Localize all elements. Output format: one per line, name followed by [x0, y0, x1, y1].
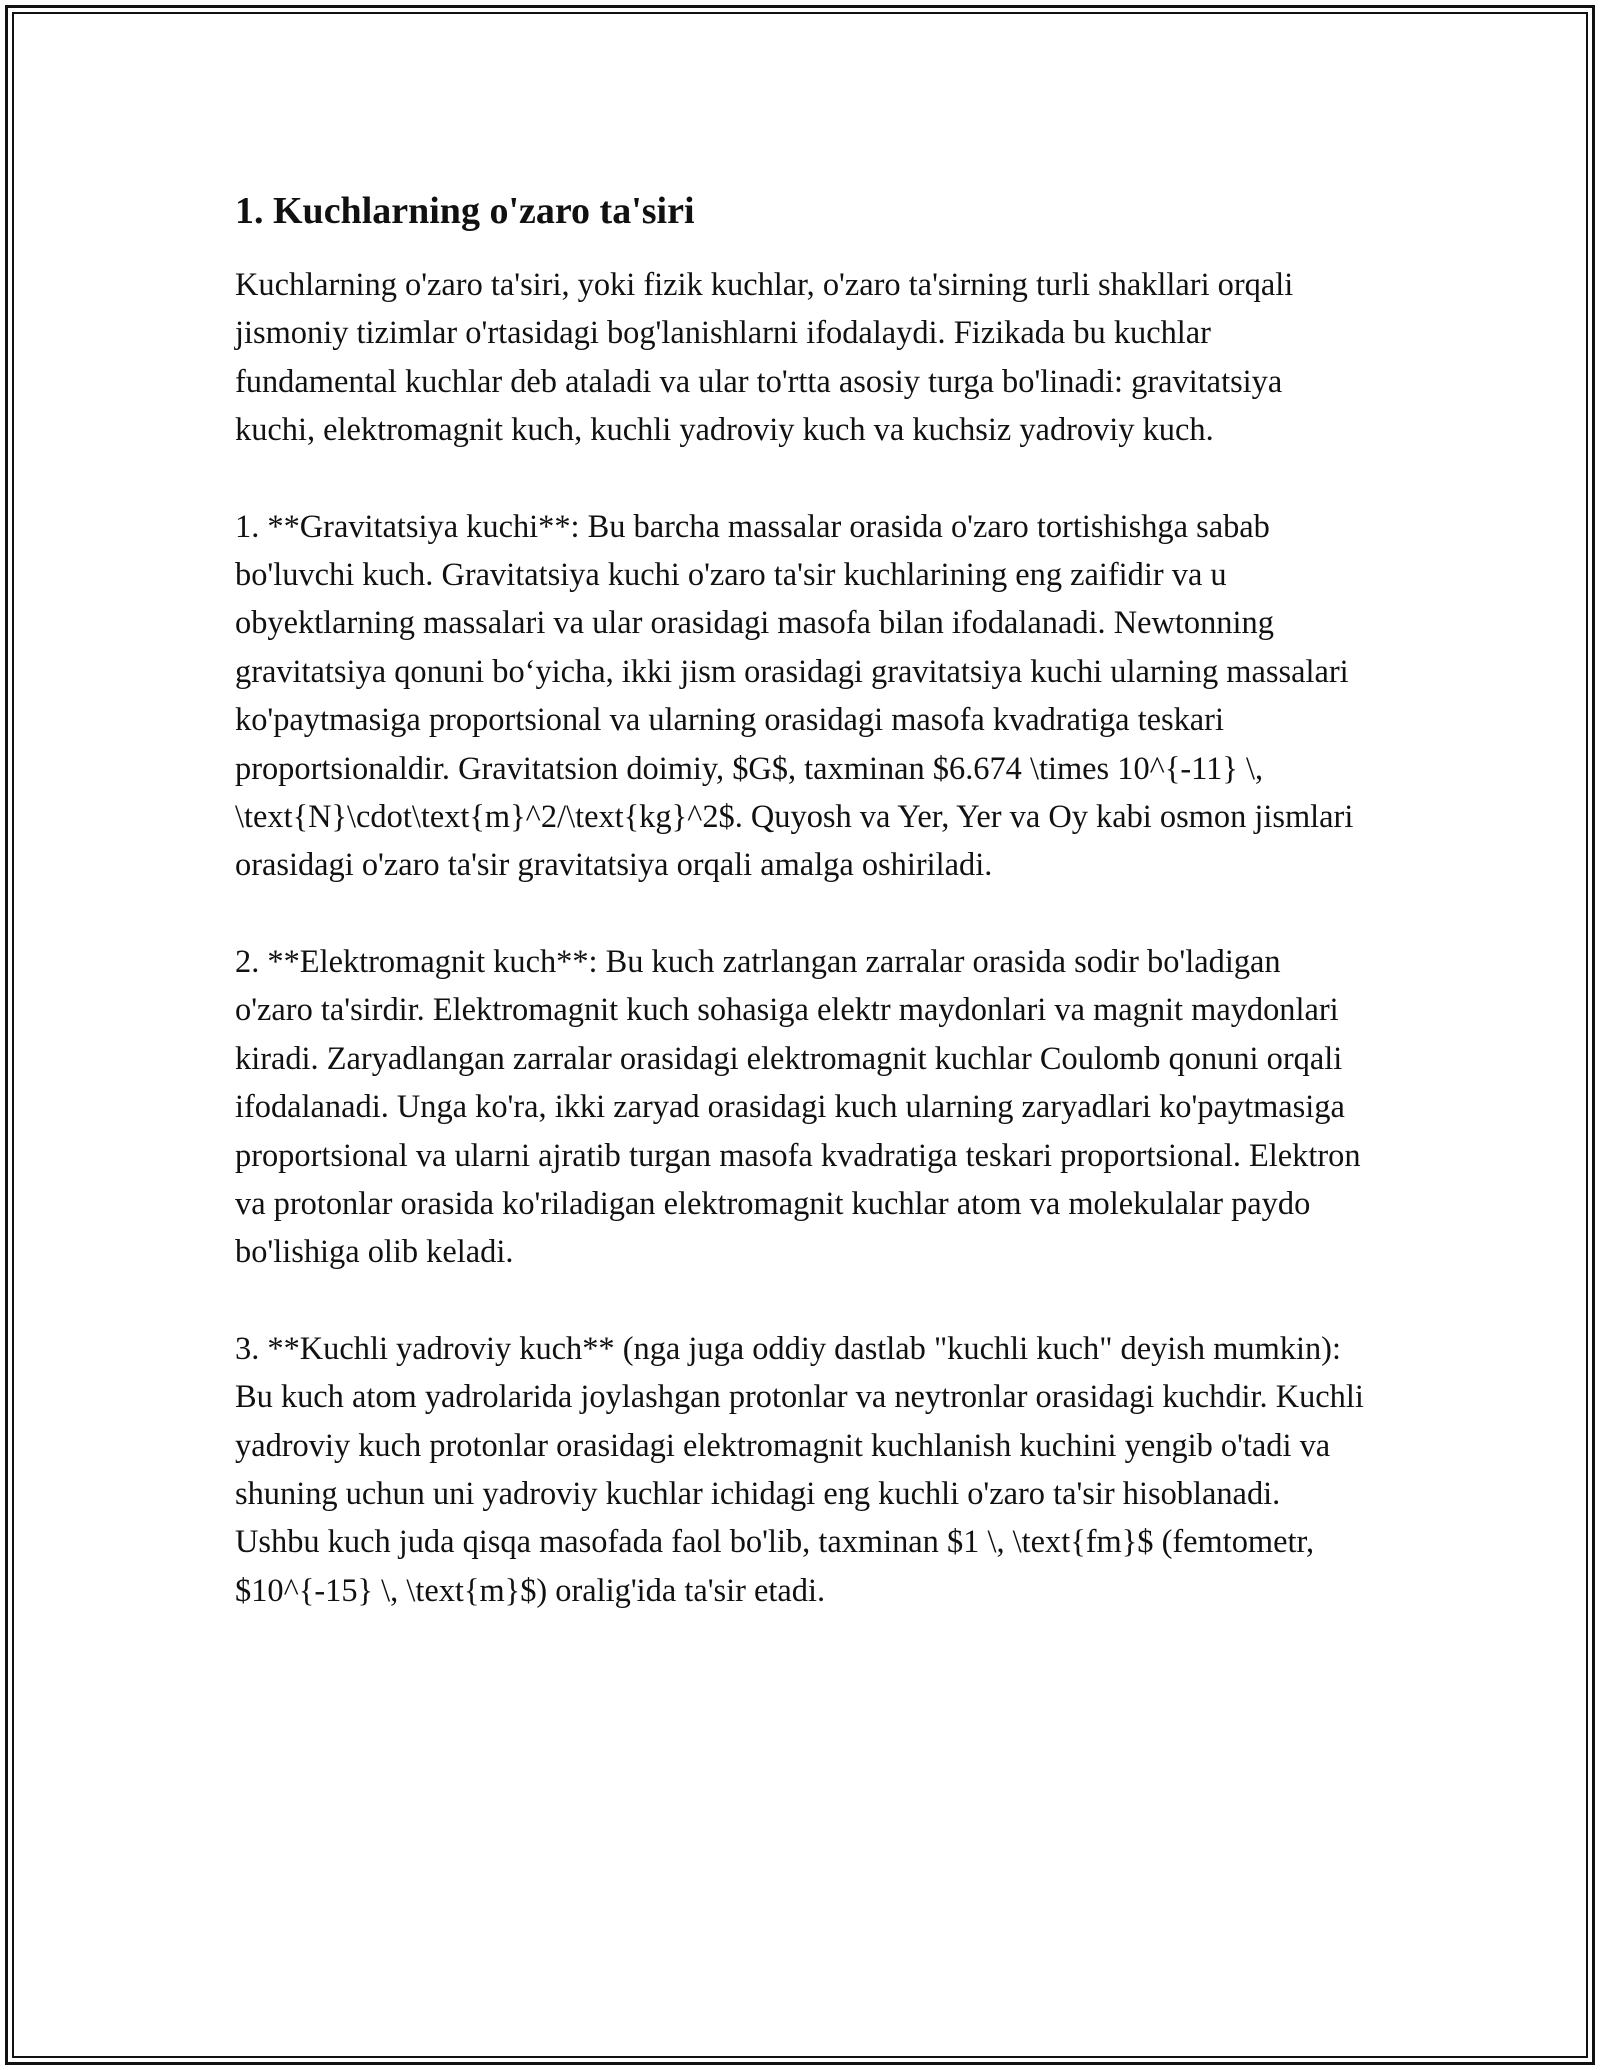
- section-heading: 1. Kuchlarning o'zaro ta'siri: [235, 190, 695, 232]
- gravity-paragraph: 1. **Gravitatsiya kuchi**: Bu barcha massalar orasida o'zaro tortishishga sabab bo'luvchi kuch. Gravitatsiya kuchi o'zaro ta'sir kuchlarining eng zaifidir va u obyektlarning massalari va ular orasidagi masofa bilan ifodalanadi. Newtonning gravitatsiya qonuni bo‘yicha, ikki jism orasidagi gravitatsiya kuchi ularning massalari ko'paytmasiga proportsional va ularning orasidagi masofa kvadratiga teskari proportsionaldir. Gravitatsion doimiy, $G$, taxminan $6.674 \times 10^{-11} \, \text{N}\cdot\text{m}^2/\text{kg}^2$. Quyosh va Yer, Yer va Oy kabi osmon jismlari orasidagi o'zaro ta'sir gravitatsiya orqali amalga oshiriladi.: [235, 508, 1354, 884]
- document-body: [235, 186, 1365, 1615]
- strong-nuclear-paragraph: 3. **Kuchli yadroviy kuch** (nga juga oddiy dastlab "kuchli kuch" deyish mumkin): Bu kuch atom yadrolarida joylashgan protonlar va neytronlar orasidagi kuchdir. Kuchli yadroviy kuch protonlar orasidagi elektromagnit kuchlanish kuchini yengib o'tadi va shuning uchun uni yadroviy kuchlar ichidagi eng kuchli o'zaro ta'sir hisoblanadi. Ushbu kuch juda qisqa masofada faol bo'lib, taxminan $1 \, \text{fm}$ (femtometr, $10^{-15} \, \text{m}$) oralig'ida ta'sir etadi.: [235, 1330, 1364, 1609]
- electromagnetic-paragraph: 2. **Elektromagnit kuch**: Bu kuch zatrlangan zarralar orasida sodir bo'ladigan o'zaro ta'sirdir. Elektromagnit kuch sohasiga elektr maydonlari va magnit maydonlari kiradi. Zaryadlangan zarralar orasidagi elektromagnit kuchlar Coulomb qonuni orqali ifodalanadi. Unga ko'ra, ikki zaryad orasidagi kuch ularning zaryadlari ko'paytmasiga proportsional va ularni ajratib turgan masofa kvadratiga teskari proportsional. Elektron va protonlar orasida ko'riladigan elektromagnit kuchlar atom va molekulalar paydo bo'lishiga olib keladi.: [235, 943, 1361, 1271]
- intro-paragraph: Kuchlarning o'zaro ta'siri, yoki fizik kuchlar, o'zaro ta'sirning turli shakllari orqali jismoniy tizimlar o'rtasidagi bog'lanishlarni ifodalaydi. Fizikada bu kuchlar fundamental kuchlar deb ataladi va ular to'rtta asosiy turga bo'linadi: gravitatsiya kuchi, elektromagnit kuch, kuchli yadroviy kuch va kuchsiz yadroviy kuch.: [235, 267, 1294, 449]
